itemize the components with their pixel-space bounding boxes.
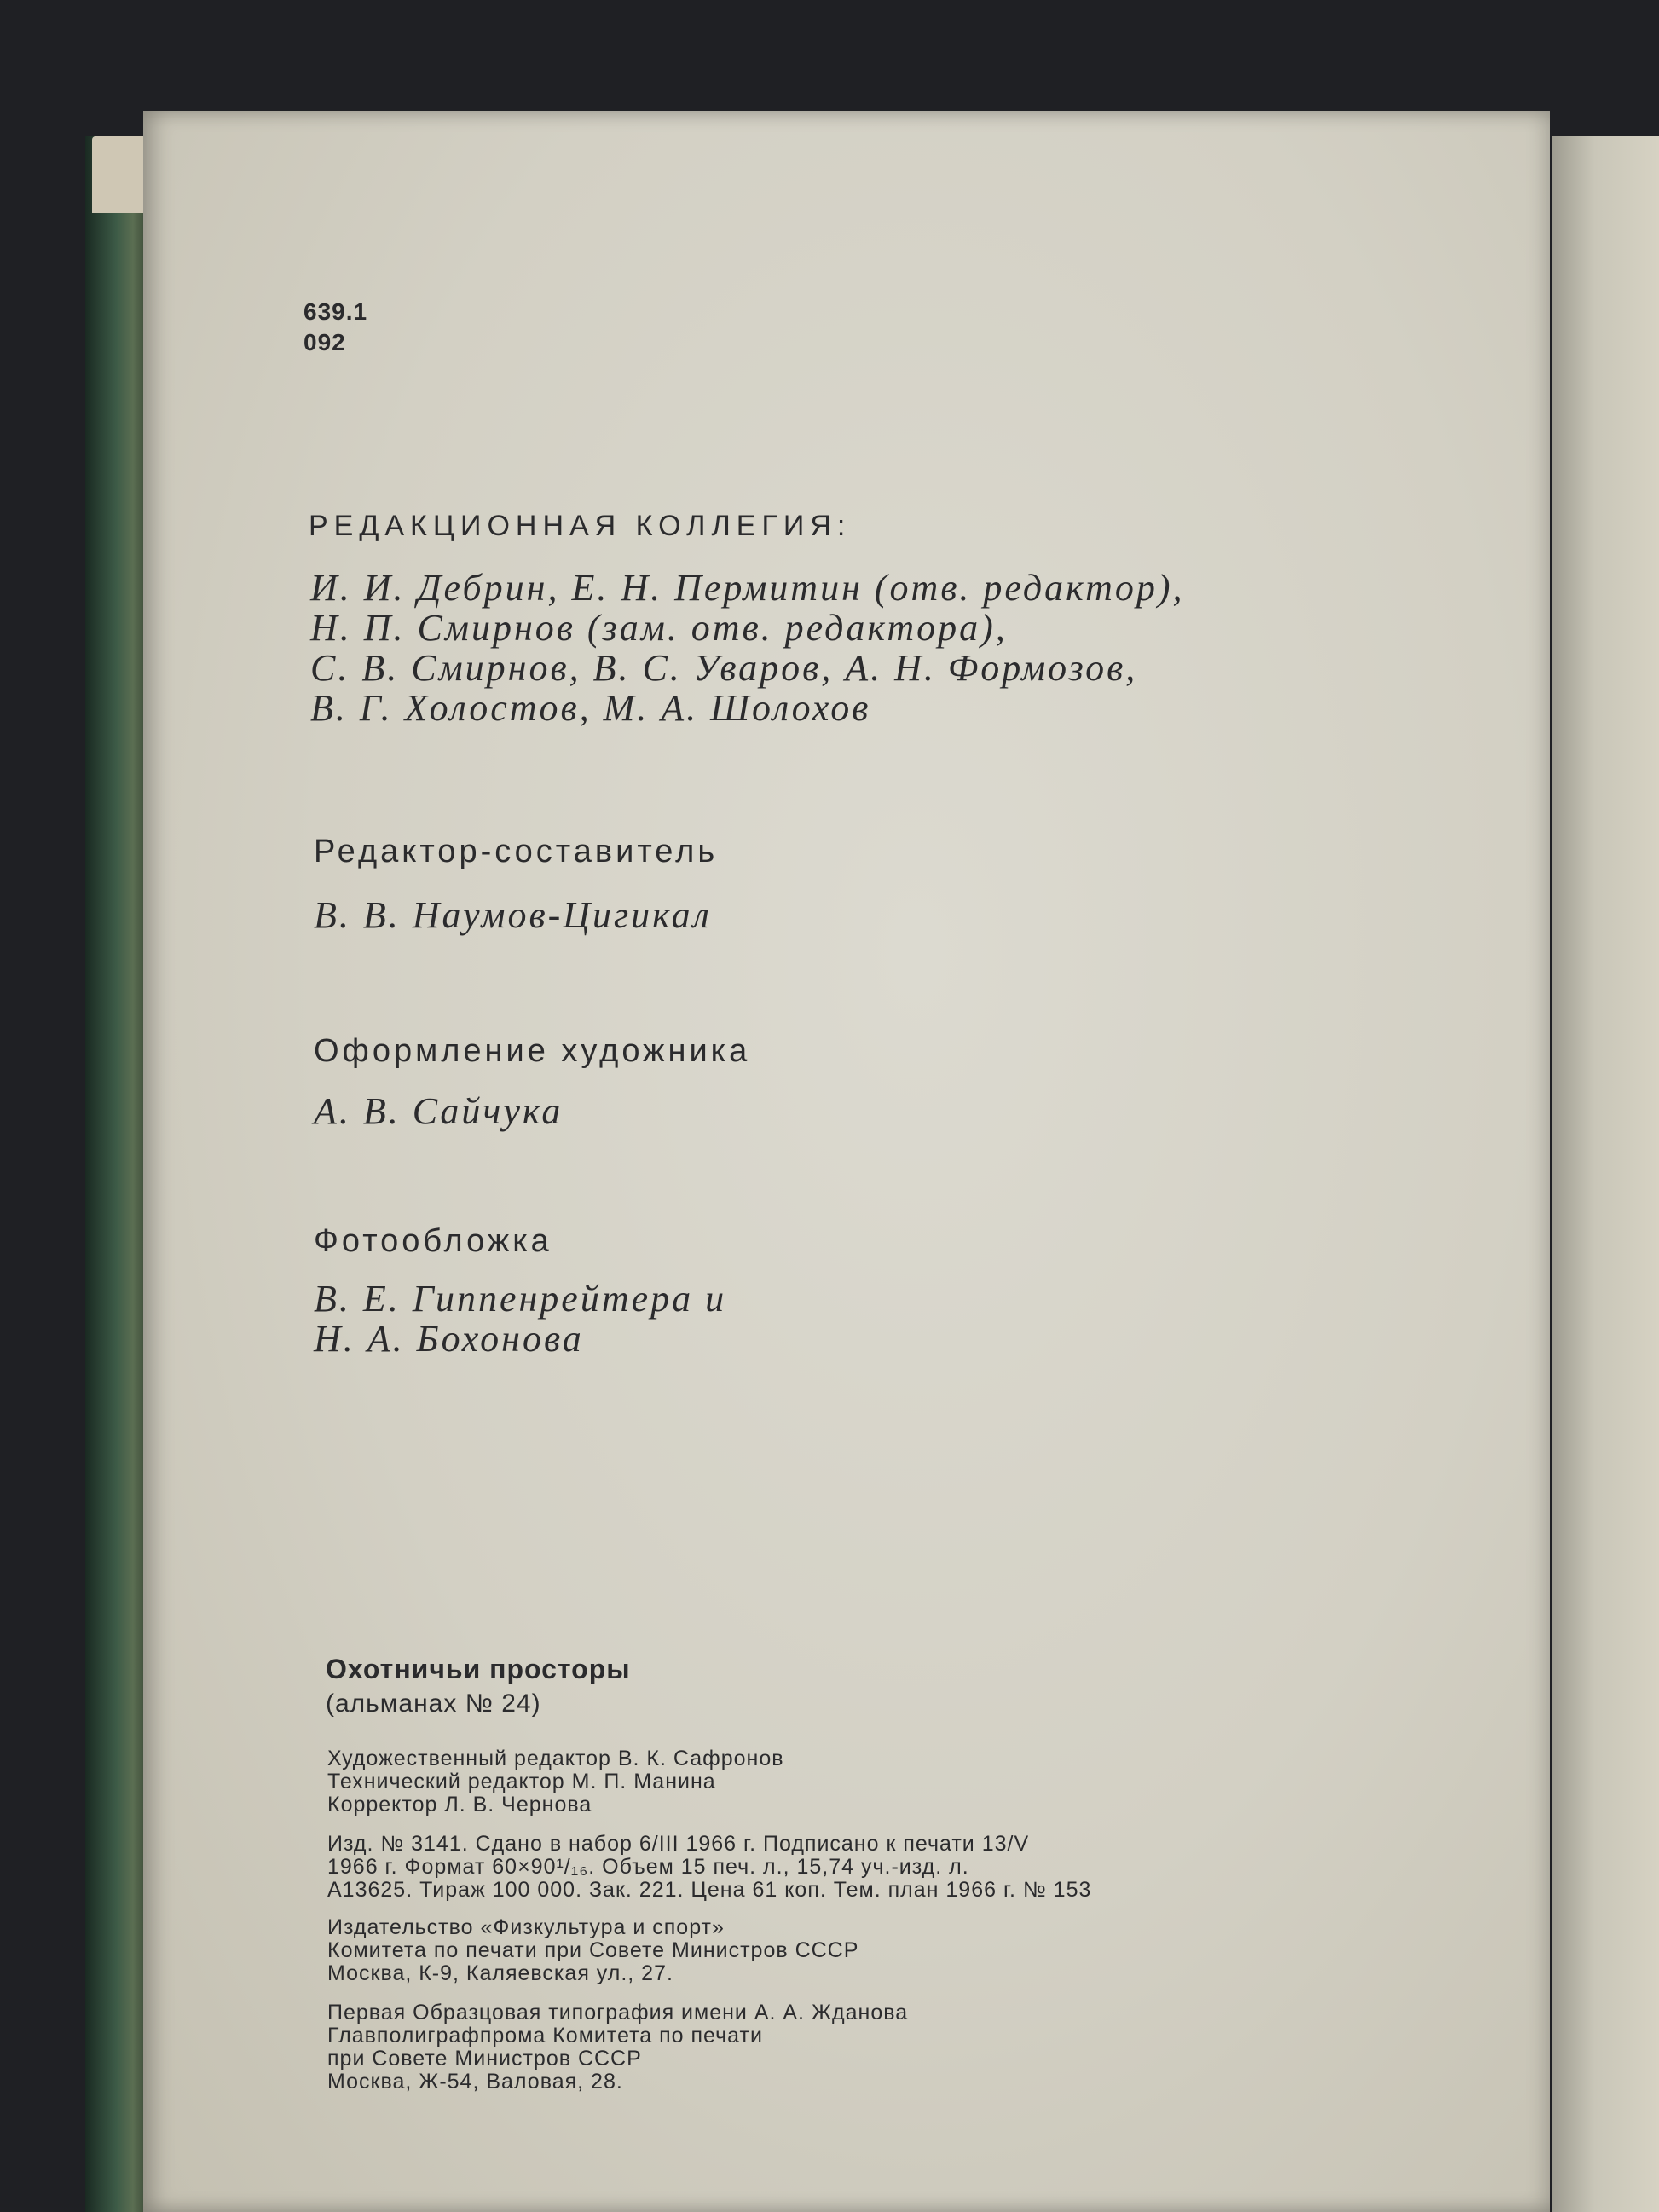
editorial-board-heading: РЕДАКЦИОННАЯ КОЛЛЕГИЯ: [309,510,852,542]
publisher-line-3: Москва, К-9, Каляевская ул., 27. [327,1961,673,1985]
printer-line-2: Главполиграфпрома Комитета по печати [327,2024,763,2047]
book-page [143,111,1550,2212]
publisher-line-1: Издательство «Физкультура и спорт» [327,1915,725,1939]
book-subtitle: (альманах № 24) [326,1689,541,1718]
printer-line-3: при Совете Министров СССР [327,2047,642,2071]
print-details-line-1: Изд. № 3141. Сдано в набор 6/III 1966 г. Подписано к печати 13/V [327,1832,1030,1856]
udk-code-1: 639.1 [303,298,368,325]
cover-photo-name-2: Н. А. Бохонова [314,1318,584,1360]
design-heading: Оформление художника [314,1033,751,1069]
facing-page-edge [1552,136,1659,2212]
print-details-line-3: А13625. Тираж 100 000. Зак. 221. Цена 61 коп. Тем. план 1966 г. № 153 [327,1878,1092,1902]
editorial-board-line-3: С. В. Смирнов, В. С. Уваров, А. Н. Формозов, [310,647,1138,689]
printer-line-4: Москва, Ж-54, Валовая, 28. [327,2070,623,2094]
editorial-board-line-4: В. Г. Холостов, М. А. Шолохов [310,687,871,729]
staff-line-3: Корректор Л. В. Чернова [327,1793,592,1816]
cover-photo-name-1: В. Е. Гиппенрейтера и [314,1278,727,1320]
print-details-line-2: 1966 г. Формат 60×90¹/₁₆. Объем 15 печ. л., 15,74 уч.-изд. л. [327,1855,969,1879]
cover-photo-heading: Фотообложка [314,1223,552,1259]
udk-code-2: 092 [303,329,346,355]
staff-line-2: Технический редактор М. П. Манина [327,1770,716,1793]
compiler-heading: Редактор-составитель [314,834,719,869]
book-title: Охотничьи просторы [326,1654,631,1684]
printer-line-1: Первая Образцовая типография имени А. А. Жданова [327,2001,909,2024]
staff-line-1: Художественный редактор В. К. Сафронов [327,1747,784,1770]
editorial-board-line-1: И. И. Дебрин, Е. Н. Пермитин (отв. редактор), [310,567,1185,609]
editorial-board-line-2: Н. П. Смирнов (зам. отв. редактора), [310,607,1008,649]
design-name: А. В. Сайчука [314,1090,564,1132]
compiler-name: В. В. Наумов-Цигикал [314,894,712,936]
publisher-line-2: Комитета по печати при Совете Министров СССР [327,1938,859,1962]
